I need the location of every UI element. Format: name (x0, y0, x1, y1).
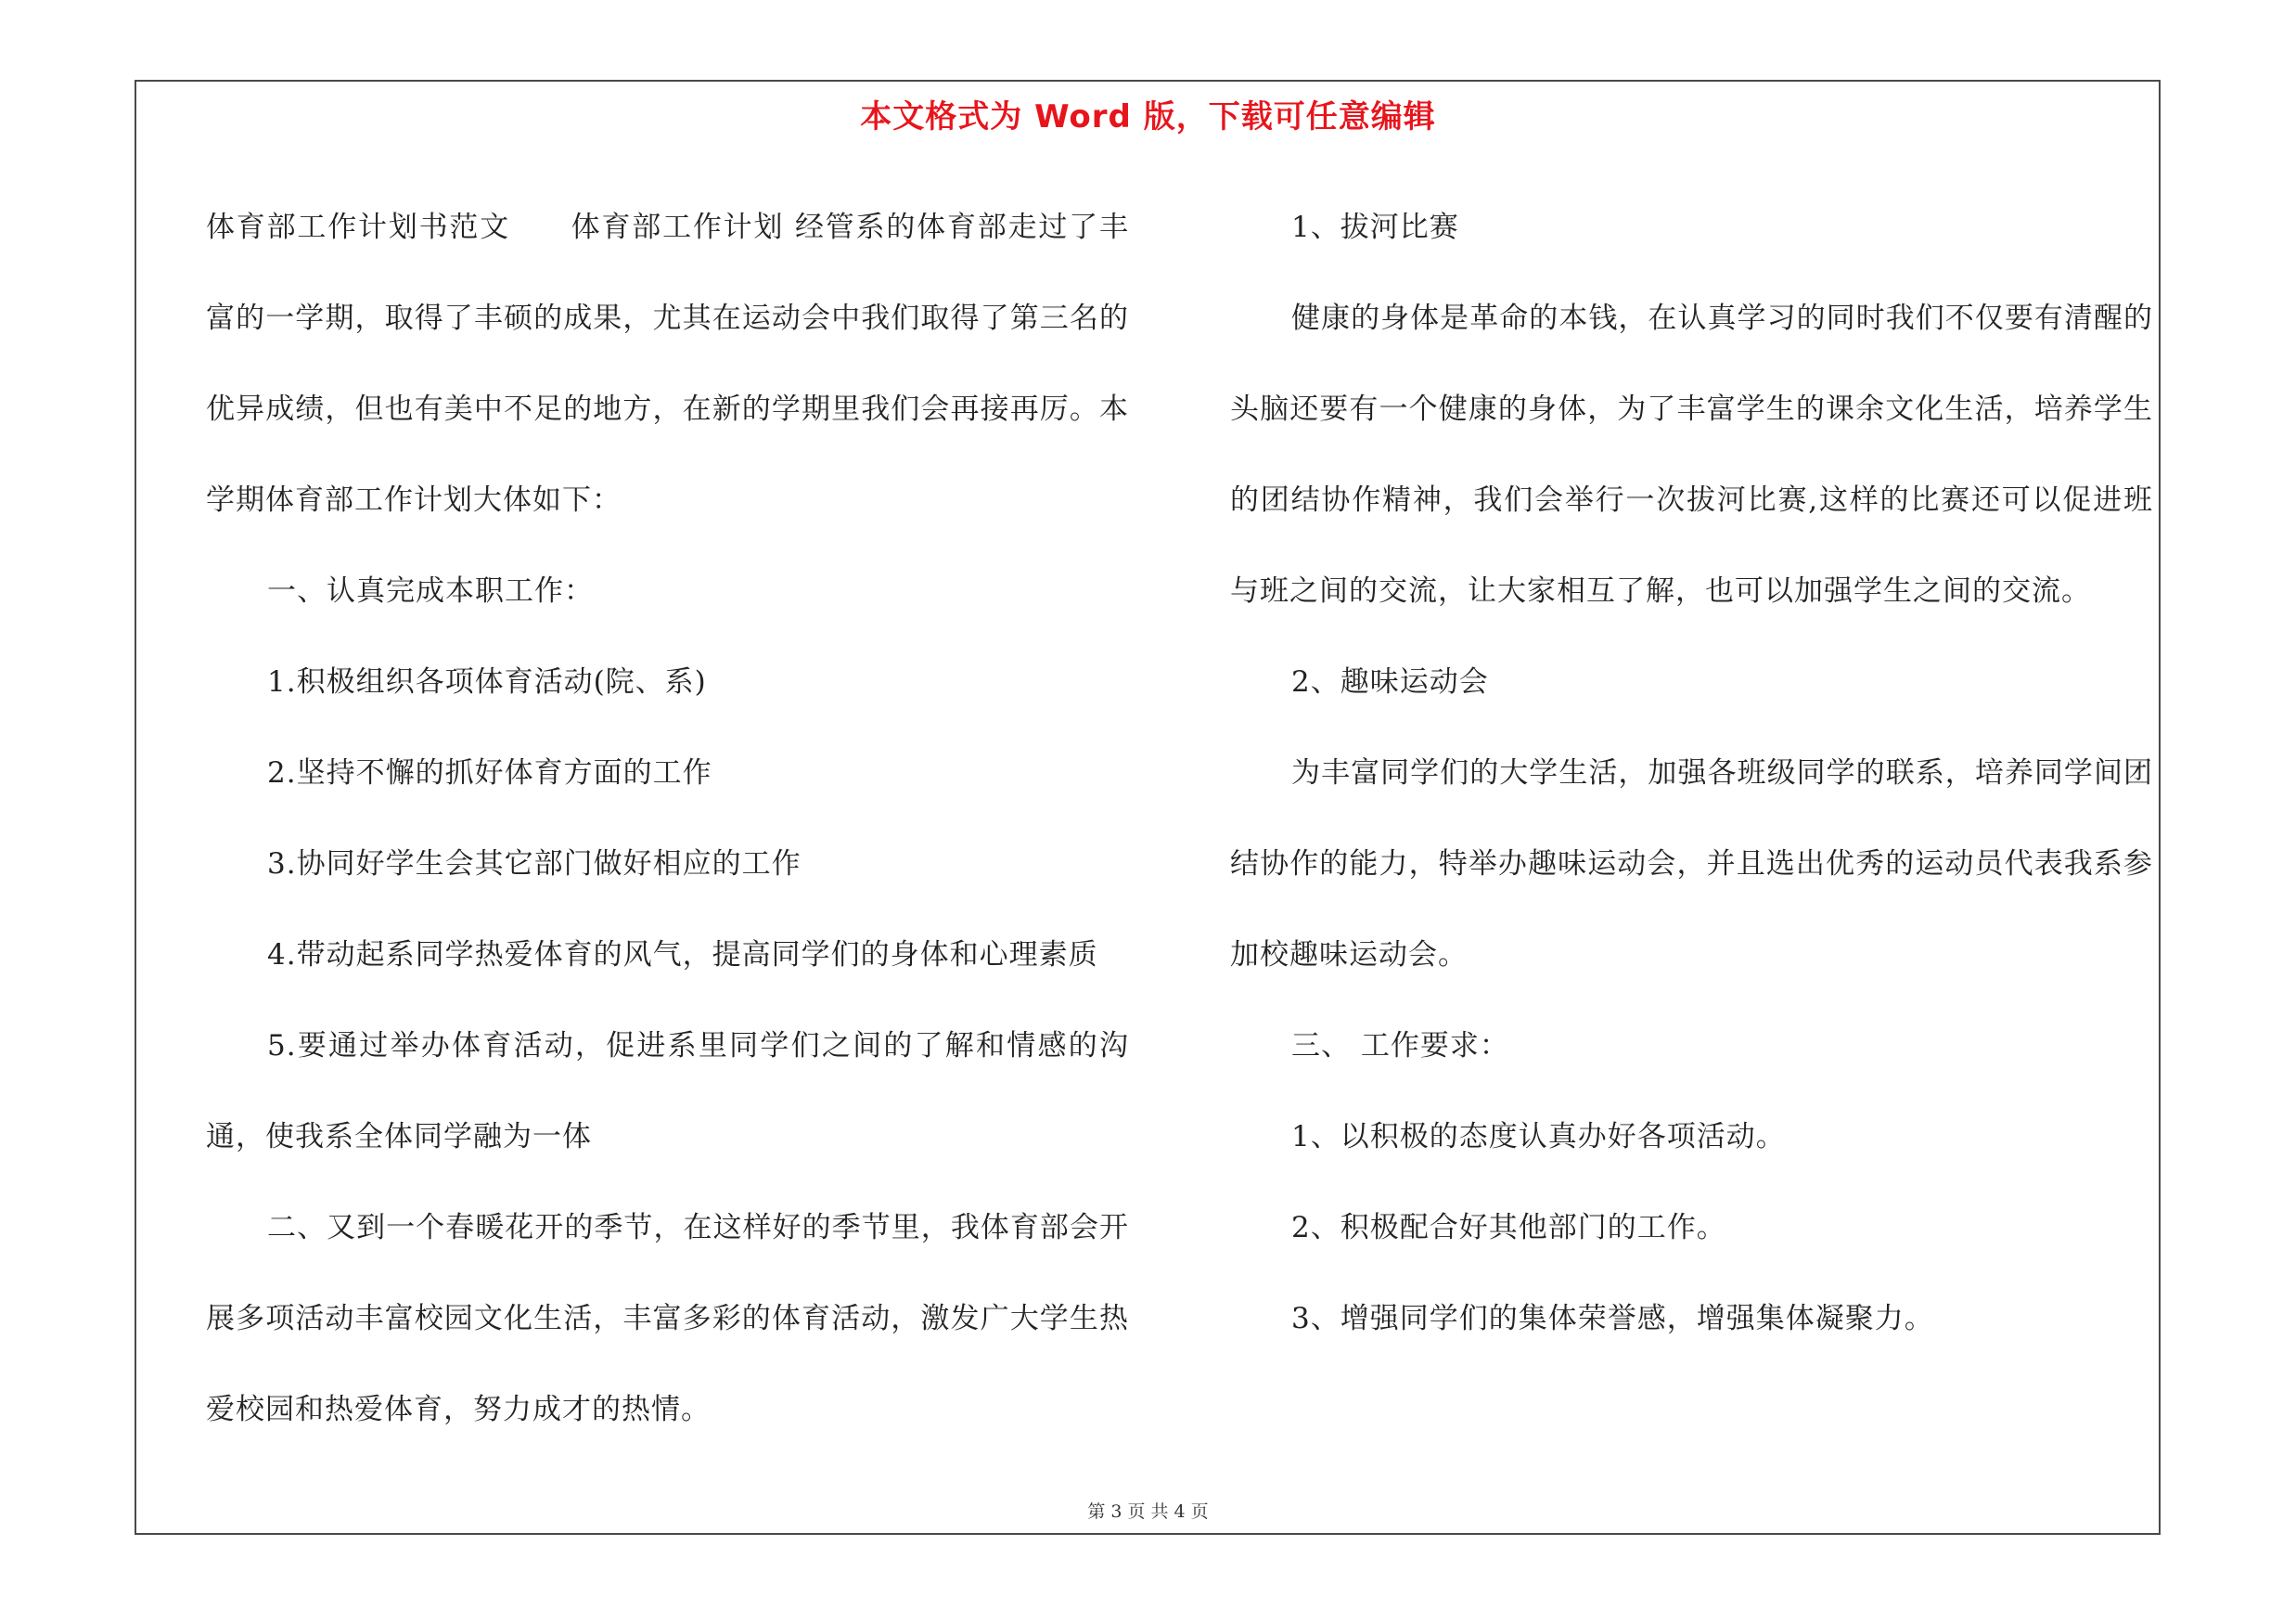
paragraph: 1、以积极的态度认真办好各项活动。 (1291, 1120, 1786, 1153)
paragraph: 2、趣味运动会 (1291, 665, 1489, 699)
paragraph: 2、积极配合好其他部门的工作。 (1291, 1211, 1726, 1244)
page-number-footer: 第 3 页 共 4 页 (1087, 1501, 1209, 1522)
paragraph: 二、又到一个春暖花开的季节，在这样好的季节里，我体育部会开展多项活动丰富校园文化生活，丰富多彩的体育活动，激发广大学生热爱校园和热爱体育，努力成才的热情。 (206, 1211, 1129, 1426)
left-column (206, 182, 1129, 1455)
paragraph: 1.积极组织各项体育活动(院、系) (267, 665, 707, 699)
paragraph: 一、认真完成本职工作： (267, 574, 594, 608)
paragraph: 健康的身体是革命的本钱，在认真学习的同时我们不仅要有清醒的头脑还要有一个健康的身体，为了丰富学生的课余文化生活，培养学生的团结协作精神，我们会举行一次拔河比赛,这样的比赛还可以促进班与班之间的交流，让大家相互了解，也可以加强学生之间的交流。 (1230, 302, 2153, 608)
right-column (1230, 182, 2153, 1364)
paragraph: 3.协同好学生会其它部门做好相应的工作 (267, 847, 802, 881)
paragraph: 5.要通过举办体育活动，促进系里同学们之间的了解和情感的沟通，使我系全体同学融为一体 (206, 1029, 1129, 1153)
paragraph: 3、增强同学们的集体荣誉感，增强集体凝聚力。 (1291, 1302, 1934, 1335)
paragraph: 三、 工作要求： (1291, 1029, 1509, 1063)
paragraph: 1、拔河比赛 (1291, 211, 1459, 244)
paragraph: 体育部工作计划书范文 体育部工作计划 经管系的体育部走过了丰富的一学期，取得了丰硕的成果，尤其在运动会中我们取得了第三名的优异成绩，但也有美中不足的地方，在新的学期里我们会再接再厉。本学期体育部工作计划大体如下： (206, 211, 1129, 517)
paragraph: 为丰富同学们的大学生活，加强各班级同学的联系，培养同学间团结协作的能力，特举办趣味运动会，并且选出优秀的运动员代表我系参加校趣味运动会。 (1230, 756, 2153, 972)
format-banner: 本文格式为 Word 版，下载可任意编辑 (860, 98, 1436, 135)
paragraph: 2.坚持不懈的抓好体育方面的工作 (267, 756, 712, 790)
paragraph: 4.带动起系同学热爱体育的风气，提高同学们的身体和心理素质 (267, 938, 1098, 972)
